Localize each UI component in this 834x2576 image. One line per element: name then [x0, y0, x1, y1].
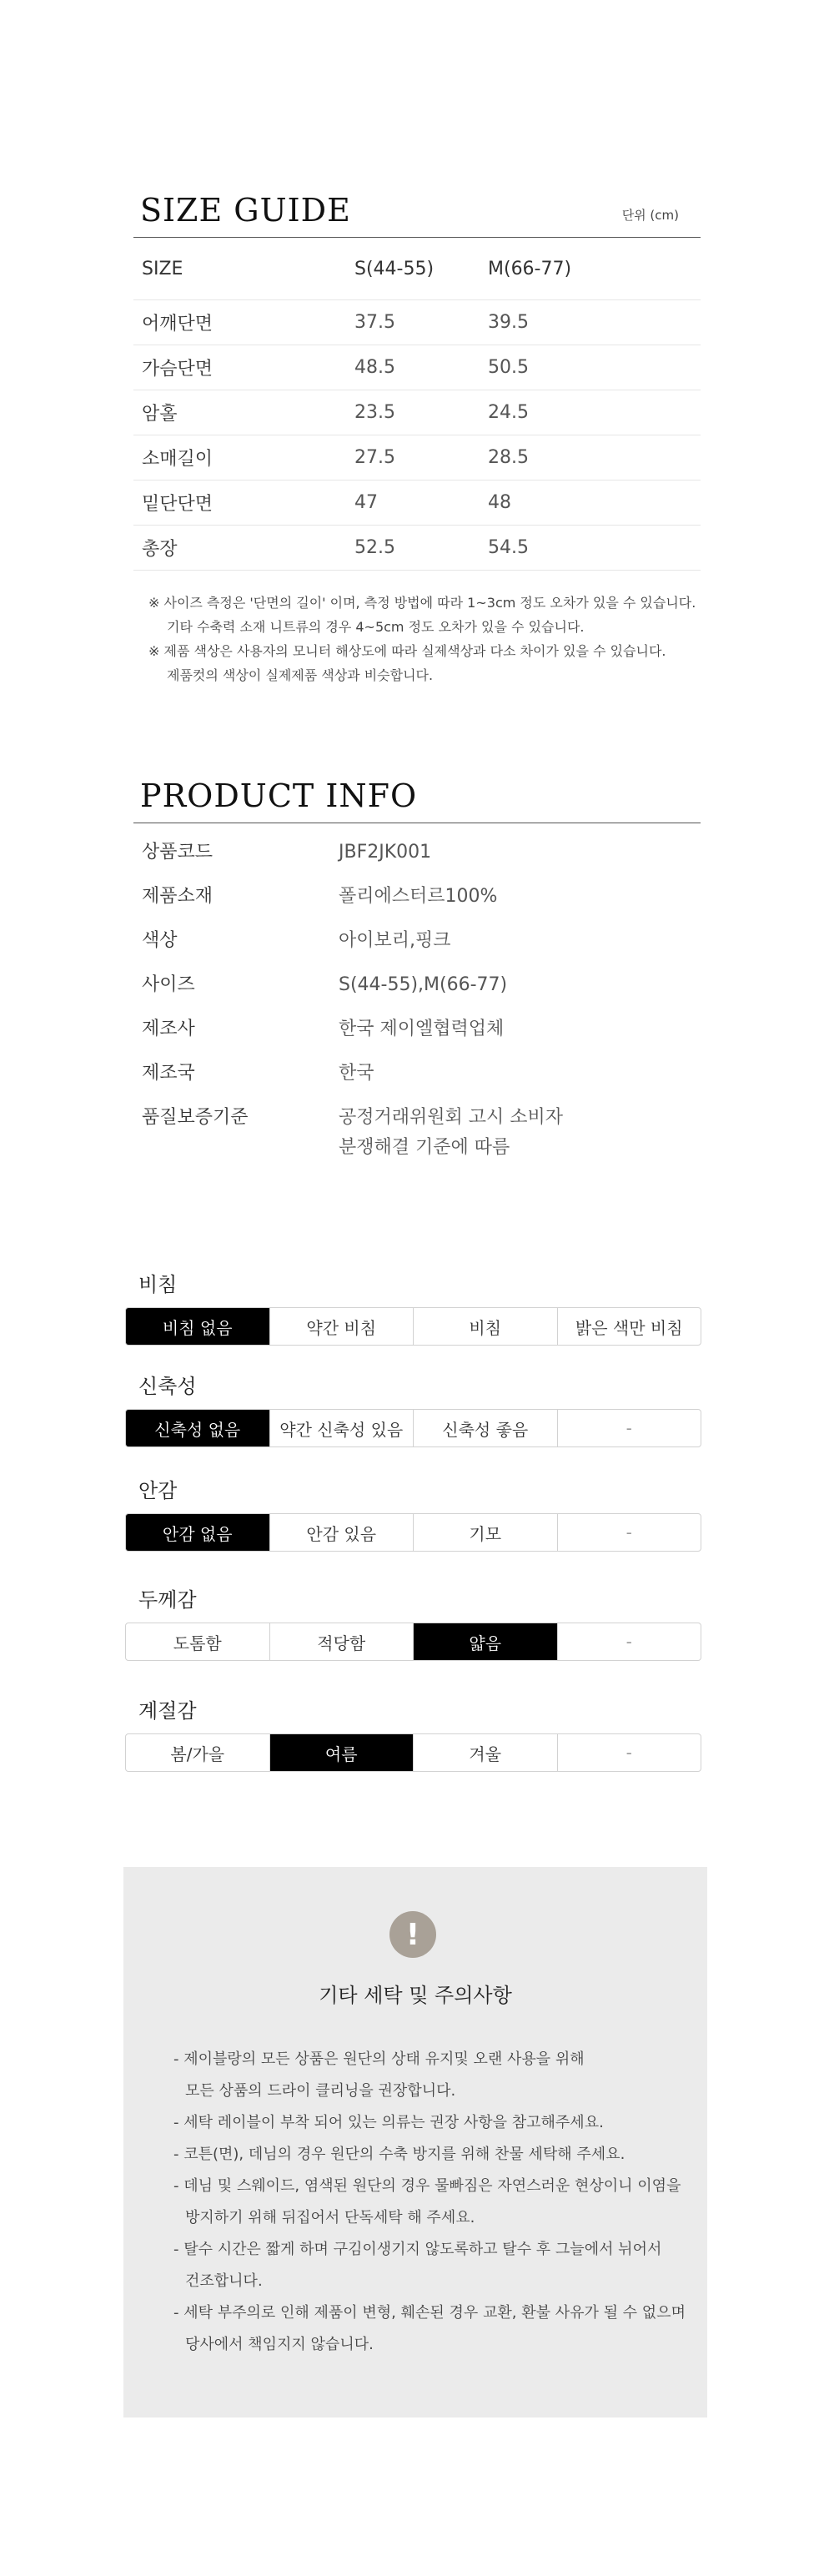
- info-row-country: [133, 1059, 701, 1089]
- option-empty[interactable]: -: [557, 1410, 701, 1446]
- info-value: 아이보리,핑크: [339, 930, 451, 951]
- option-brushed[interactable]: 기모: [413, 1514, 557, 1551]
- lining-selector: [125, 1513, 701, 1552]
- info-value-line: 공정거래위원회 고시 소비자: [339, 1107, 564, 1128]
- attr-title: 계절감: [138, 1699, 197, 1723]
- table-row: [133, 526, 701, 571]
- size-table-header: [133, 238, 701, 300]
- info-label: 상품코드: [142, 842, 214, 863]
- product-info-section: [133, 771, 701, 1163]
- cell-value: 52.5: [354, 526, 488, 571]
- info-value: [339, 1103, 563, 1163]
- unit-label: 단위 (cm): [621, 208, 679, 223]
- header-cell: S(44-55): [354, 238, 488, 300]
- table-row: [133, 390, 701, 435]
- option-no-lining[interactable]: 안감 없음: [126, 1514, 269, 1551]
- attr-stretch: [125, 1370, 701, 1447]
- info-row-size: [133, 970, 701, 1000]
- care-line: - 세탁 부주의로 인해 제품이 변형, 훼손된 경우 교환, 환불 사유가 될 수 없으며: [173, 2304, 686, 2322]
- cell-value: 27.5: [354, 435, 488, 480]
- attr-title: 신축성: [138, 1375, 197, 1398]
- size-notes: [133, 591, 701, 687]
- cell-value: 37.5: [354, 300, 488, 345]
- info-label: 제조사: [142, 1019, 195, 1039]
- sheerness-selector: [125, 1307, 701, 1346]
- note-line: ※ 제품 색상은 사용자의 모니터 해상도에 따라 실제색상과 다소 차이가 있을 수 있습니다.: [148, 643, 666, 659]
- cell-value: 23.5: [354, 390, 488, 435]
- attr-title: 안감: [138, 1479, 178, 1502]
- care-line: - 제이블랑의 모든 상품은 원단의 상태 유지및 오랜 사용을 위해: [173, 2050, 585, 2068]
- cell-value: 28.5: [488, 435, 701, 480]
- care-line: - 탈수 시간은 짧게 하며 구김이생기지 않도록하고 탈수 후 그늘에서 뉘어서: [173, 2241, 662, 2258]
- table-row: [133, 435, 701, 480]
- cell-value: 48.5: [354, 345, 488, 390]
- option-no-stretch[interactable]: 신축성 없음: [126, 1410, 269, 1446]
- attr-season: [125, 1694, 701, 1772]
- care-line: 건조합니다.: [185, 2272, 263, 2290]
- header-cell: SIZE: [133, 238, 354, 300]
- info-label: 사이즈: [142, 974, 195, 995]
- option-lining[interactable]: 안감 있음: [269, 1514, 414, 1551]
- attr-lining: [125, 1474, 701, 1552]
- info-row-manufacturer: [133, 1014, 701, 1044]
- attr-sheerness: [125, 1268, 701, 1346]
- size-guide-section: [133, 185, 701, 687]
- cell-value: 24.5: [488, 390, 701, 435]
- product-info-header: [133, 771, 701, 823]
- option-winter[interactable]: 겨울: [413, 1734, 557, 1771]
- cell-value: 48: [488, 480, 701, 526]
- info-value: 한국: [339, 1063, 374, 1084]
- note-line: 제품컷의 색상이 실제제품 색상과 비슷합니다.: [167, 667, 434, 683]
- attr-thickness: [125, 1583, 701, 1661]
- option-thin[interactable]: 얇음: [413, 1623, 557, 1660]
- attr-title: 비침: [138, 1273, 178, 1296]
- row-label: 밑단단면: [133, 480, 354, 526]
- option-sheer[interactable]: 비침: [413, 1308, 557, 1345]
- row-label: 소매길이: [133, 435, 354, 480]
- stretch-selector: [125, 1409, 701, 1447]
- option-slight-stretch[interactable]: 약간 신축성 있음: [269, 1410, 414, 1446]
- info-value-line: 분쟁해결 기준에 따름: [339, 1137, 510, 1158]
- option-good-stretch[interactable]: 신축성 좋음: [413, 1410, 557, 1446]
- info-label: 제조국: [142, 1063, 195, 1084]
- care-line: 당사에서 책임지지 않습니다.: [185, 2336, 374, 2353]
- info-value: 한국 제이엘협력업체: [339, 1019, 505, 1039]
- cell-value: 54.5: [488, 526, 701, 571]
- info-value: JBF2JK001: [339, 842, 432, 863]
- table-row: [133, 345, 701, 390]
- option-thick[interactable]: 도톰함: [173, 1633, 222, 1653]
- option-empty[interactable]: -: [557, 1734, 701, 1771]
- row-label: 암홀: [133, 390, 354, 435]
- attr-title: 두께감: [138, 1588, 197, 1612]
- cell-value: 47: [354, 480, 488, 526]
- table-row: [133, 480, 701, 526]
- care-line: - 코튼(면), 데님의 경우 원단의 수축 방지를 위해 찬물 세탁해 주세요.: [173, 2146, 626, 2163]
- info-label: 색상: [142, 930, 178, 951]
- care-list: [173, 2044, 686, 2361]
- season-selector: [125, 1733, 701, 1772]
- row-label: 어깨단면: [133, 300, 354, 345]
- info-label: 품질보증기준: [142, 1107, 249, 1128]
- size-table: [133, 238, 701, 571]
- info-row-color: [133, 926, 701, 956]
- option-no-sheer[interactable]: 비침 없음: [126, 1308, 269, 1345]
- size-guide-title: SIZE GUIDE: [140, 192, 351, 229]
- note-line: ※ 사이즈 측정은 '단면의 길이' 이며, 측정 방법에 따라 1~3cm 정도 오차가 있을 수 있습니다.: [148, 595, 696, 611]
- info-value: S(44-55),M(66-77): [339, 974, 508, 995]
- size-guide-header: [133, 185, 701, 238]
- info-value: 폴리에스터르100%: [339, 886, 498, 907]
- row-label: 가슴단면: [133, 345, 354, 390]
- care-line: - 데님 및 스웨이드, 염색된 원단의 경우 물빠짐은 자연스러운 현상이니 이염을: [173, 2177, 681, 2195]
- care-title: 기타 세탁 및 주의사항: [319, 1984, 512, 2007]
- info-row-material: [133, 882, 701, 912]
- table-row: [133, 300, 701, 345]
- thickness-selector: [125, 1623, 701, 1661]
- care-line: - 세탁 레이블이 부착 되어 있는 의류는 권장 사항을 참고해주세요.: [173, 2114, 604, 2131]
- option-slight-sheer[interactable]: 약간 비침: [269, 1308, 414, 1345]
- care-line: 방지하기 위해 뒤집어서 단독세탁 해 주세요.: [185, 2209, 475, 2226]
- option-summer[interactable]: 여름: [269, 1734, 414, 1771]
- cell-value: 50.5: [488, 345, 701, 390]
- info-row-warranty: [133, 1103, 701, 1163]
- option-empty[interactable]: -: [557, 1623, 701, 1660]
- info-row-code: [133, 838, 701, 868]
- option-light-color-sheer[interactable]: 밝은 색만 비침: [557, 1308, 701, 1345]
- product-info-title: PRODUCT INFO: [140, 777, 418, 814]
- info-label: 제품소재: [142, 886, 214, 907]
- row-label: 총장: [133, 526, 354, 571]
- option-empty[interactable]: -: [557, 1514, 701, 1551]
- cell-value: 39.5: [488, 300, 701, 345]
- option-moderate[interactable]: 적당함: [269, 1623, 414, 1660]
- care-line: 모든 상품의 드라이 클리닝을 권장합니다.: [185, 2082, 456, 2100]
- option-spring-fall[interactable]: 봄/가을: [170, 1743, 225, 1764]
- care-notice-box: [123, 1867, 707, 2418]
- note-line: 기타 수축력 소재 니트류의 경우 4~5cm 정도 오차가 있을 수 있습니다.: [167, 619, 585, 635]
- header-cell: M(66-77): [488, 238, 701, 300]
- exclamation-icon: !: [389, 1911, 436, 1958]
